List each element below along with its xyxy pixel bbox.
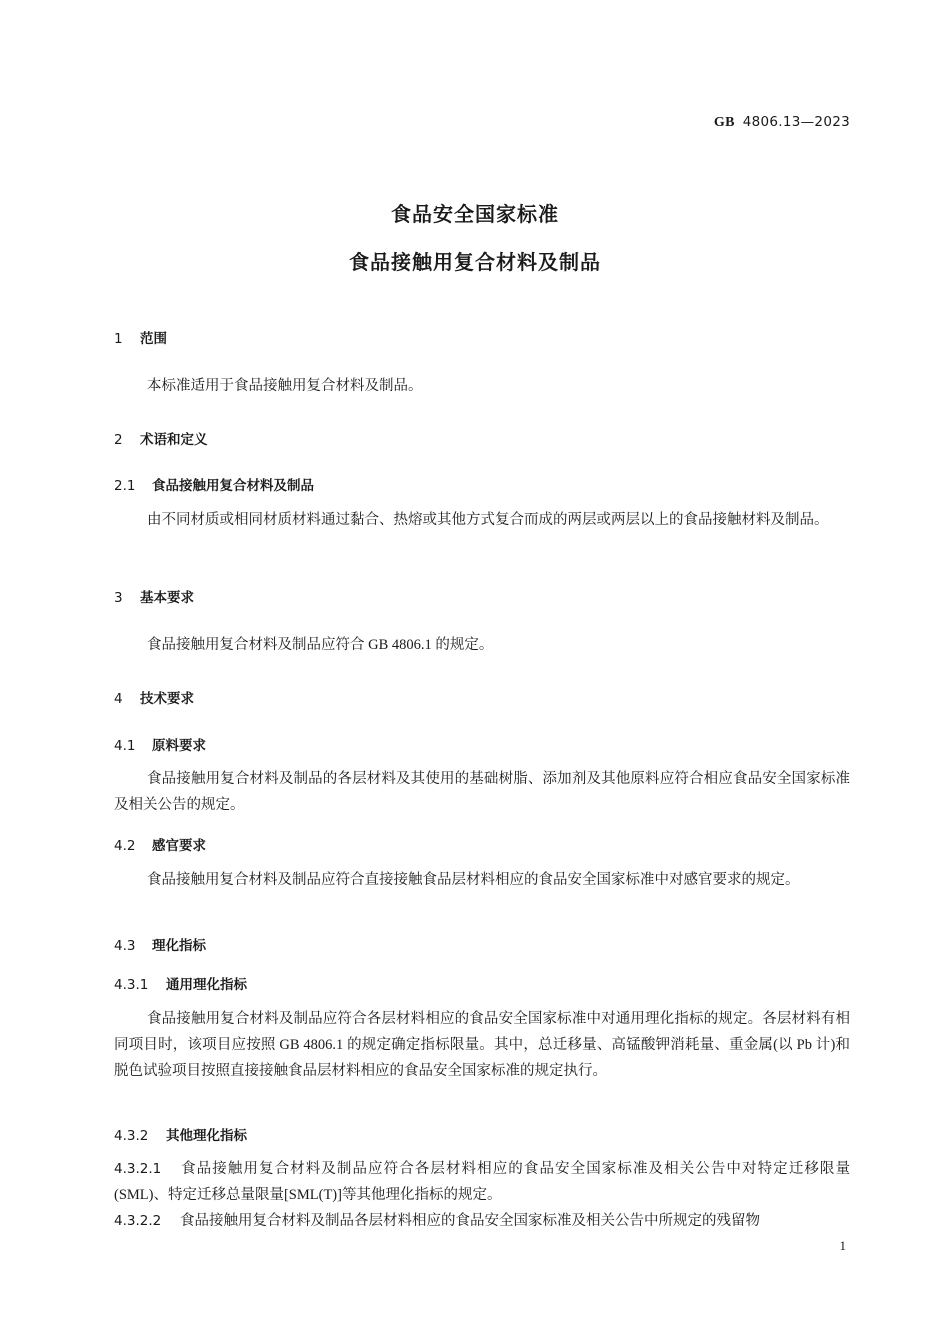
section-1-text: 本标准适用于食品接触用复合材料及制品。	[147, 378, 423, 394]
clause-text: 食品接触用复合材料及制品各层材料相应的食品安全国家标准及相关公告中所规定的残留物	[180, 1213, 760, 1229]
section-3-text: 食品接触用复合材料及制品应符合 GB 4806.1 的规定。	[147, 637, 494, 653]
document-title-line-1: 食品安全国家标准	[391, 202, 559, 226]
page-number: 1	[839, 1238, 846, 1253]
document-title-line-2: 食品接触用复合材料及制品	[349, 250, 601, 274]
section-title: 通用理化指标	[166, 977, 247, 993]
section-4-1-heading	[114, 734, 206, 754]
section-title: 感官要求	[152, 838, 206, 854]
standard-number: 4806.13—2023	[742, 114, 850, 130]
section-2-1-heading	[114, 474, 314, 494]
section-number: 2	[114, 432, 123, 448]
section-title: 食品接触用复合材料及制品	[152, 478, 314, 494]
section-4-3-2-1-paragraph	[114, 1156, 850, 1208]
section-4-3-1-heading	[114, 973, 247, 993]
section-4-3-2-heading	[114, 1124, 247, 1144]
section-1-heading	[114, 327, 167, 347]
standard-code	[714, 114, 850, 131]
section-number: 4.2	[114, 838, 136, 854]
section-4-3-1-text: 食品接触用复合材料及制品应符合各层材料相应的食品安全国家标准中对通用理化指标的规定。各层材料有相同项目时，该项目应按照 GB 4806.1 的规定确定指标限量。其中，总迁移量、高锰酸钾消耗量、重金属(以 Pb 计)和脱色试验项目按照直接接触食品层材料相应的食品安全国家标准的规定执行。	[114, 1011, 850, 1079]
section-title: 基本要求	[140, 590, 194, 606]
section-title: 原料要求	[152, 738, 206, 754]
section-number: 4.3	[114, 938, 136, 954]
section-title: 范围	[140, 331, 167, 347]
section-title: 技术要求	[140, 691, 194, 707]
section-title: 理化指标	[152, 938, 206, 954]
section-4-2-heading	[114, 834, 206, 854]
section-2-1-text: 由不同材质或相同材质材料通过黏合、热熔或其他方式复合而成的两层或两层以上的食品接触材料及制品。	[147, 512, 829, 528]
section-4-3-heading	[114, 934, 206, 954]
section-number: 4	[114, 691, 123, 707]
section-4-1-text: 食品接触用复合材料及制品的各层材料及其使用的基础树脂、添加剂及其他原料应符合相应食品安全国家标准及相关公告的规定。	[114, 771, 850, 813]
section-number: 1	[114, 331, 123, 347]
section-2-heading	[114, 428, 208, 448]
section-title: 术语和定义	[140, 432, 208, 448]
section-number: 2.1	[114, 478, 136, 494]
section-number: 4.3.2	[114, 1128, 149, 1144]
section-number: 3	[114, 590, 123, 606]
section-title: 其他理化指标	[166, 1128, 247, 1144]
section-3-heading	[114, 586, 194, 606]
clause-number: 4.3.2.2	[114, 1213, 162, 1229]
section-number: 4.1	[114, 738, 136, 754]
clause-text: 食品接触用复合材料及制品应符合各层材料相应的食品安全国家标准及相关公告中对特定迁移限量(SML)、特定迁移总量限量[SML(T)]等其他理化指标的规定。	[114, 1161, 850, 1203]
section-4-2-text: 食品接触用复合材料及制品应符合直接接触食品层材料相应的食品安全国家标准中对感官要求的规定。	[147, 872, 800, 888]
section-number: 4.3.1	[114, 977, 149, 993]
section-4-heading	[114, 687, 194, 707]
standard-prefix: GB	[713, 115, 735, 130]
section-4-3-2-2-paragraph	[114, 1208, 850, 1234]
clause-number: 4.3.2.1	[114, 1161, 162, 1177]
